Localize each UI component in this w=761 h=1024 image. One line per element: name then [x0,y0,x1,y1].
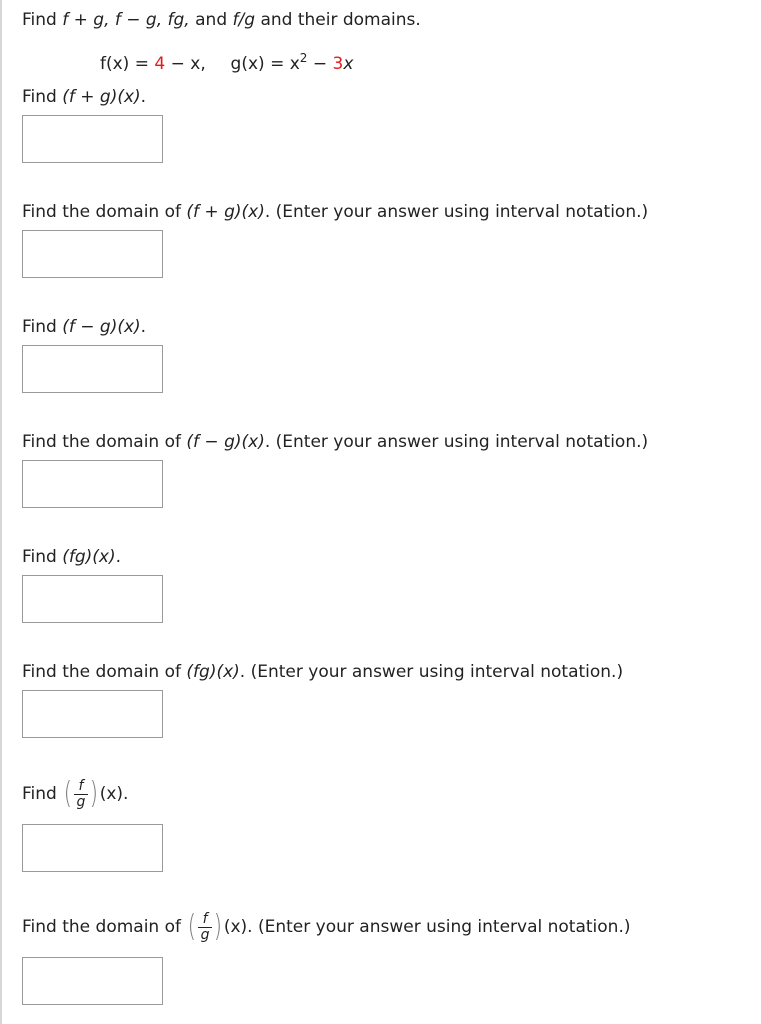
right-paren: ) [89,776,98,811]
answer-fg-input[interactable] [22,575,163,623]
question-expression: (f + g)(x) [186,202,265,222]
f-minus-g-text: f − g, [114,10,163,30]
question-find-text: Find the domain of [22,662,181,682]
question-find-text: Find the domain of [22,432,181,452]
question-domain-fg [22,661,623,683]
question-period: . [264,432,271,452]
question-expression: (fg)(x) [186,662,240,682]
question-find-text: Find [22,547,57,567]
question-find-text: Find [22,87,57,107]
question-period: . [140,87,147,107]
right-paren: ) [213,909,223,944]
problem-statement [22,9,421,31]
question-fg [22,546,121,568]
question-period: . [239,662,246,682]
function-definitions [100,47,353,75]
question-expression: (f + g)(x) [62,87,141,107]
fraction-f-over-g [186,910,223,944]
interval-notation-note: (Enter your answer using interval notation.) [250,662,624,682]
question-period: . [140,317,147,337]
gx-label: g(x) = x [230,54,300,74]
question-find-text: Find [22,317,57,337]
fg-text: fg, [167,10,190,30]
left-edge-border [0,0,2,1024]
fraction-numerator: f [198,912,212,928]
answer-f-plus-g-input[interactable] [22,115,163,163]
question-f-over-g [22,776,128,812]
answer-domain-f-minus-g-input[interactable] [22,460,163,508]
fraction [74,777,88,810]
answer-f-minus-g-input[interactable] [22,345,163,393]
question-find-text: Find the domain of [22,917,181,937]
answer-domain-f-plus-g-input[interactable] [22,230,163,278]
gx-exponent: 2 [299,51,308,65]
question-find-text: Find the domain of [22,202,181,222]
fx-label: f(x) = [100,54,155,74]
question-expression: (f − g)(x) [186,432,265,452]
f-over-g-text: f/g [232,10,256,30]
gx-variable: x [343,54,354,74]
intro-tail-text: and their domains. [260,10,421,30]
question-domain-f-plus-g [22,201,648,223]
left-paren: ( [64,776,73,811]
question-f-plus-g [22,86,146,108]
question-period: . [115,547,122,567]
fraction-f-over-g [62,777,99,811]
question-domain-f-over-g [22,909,630,945]
left-paren: ( [188,909,197,944]
fraction-denominator: g [200,927,210,943]
fx-rest: − x, [165,54,206,74]
and-text: and [195,10,228,30]
interval-notation-note: (Enter your answer using interval notation.) [275,202,649,222]
gx-coefficient: 3 [332,54,344,74]
answer-domain-f-over-g-input[interactable] [22,957,163,1005]
question-expression: (f − g)(x) [62,317,141,337]
intro-find-text: Find [22,10,57,30]
interval-notation-note: (Enter your answer using interval notation.) [257,917,631,937]
question-f-minus-g [22,316,146,338]
answer-f-over-g-input[interactable] [22,824,163,872]
question-find-text: Find [22,784,57,804]
answer-domain-fg-input[interactable] [22,690,163,738]
f-plus-g-text: f + g, [62,10,110,30]
fraction-denominator: g [76,794,86,810]
question-expression-tail: (x). [99,784,129,804]
question-expression-tail: (x). [223,917,253,937]
fx-constant: 4 [154,54,166,74]
question-domain-f-minus-g [22,431,648,453]
question-period: . [264,202,271,222]
interval-notation-note: (Enter your answer using interval notation.) [275,432,649,452]
question-expression: (fg)(x) [62,547,116,567]
gx-minus: − [307,54,333,74]
fraction [198,910,212,943]
fraction-numerator: f [74,779,88,795]
